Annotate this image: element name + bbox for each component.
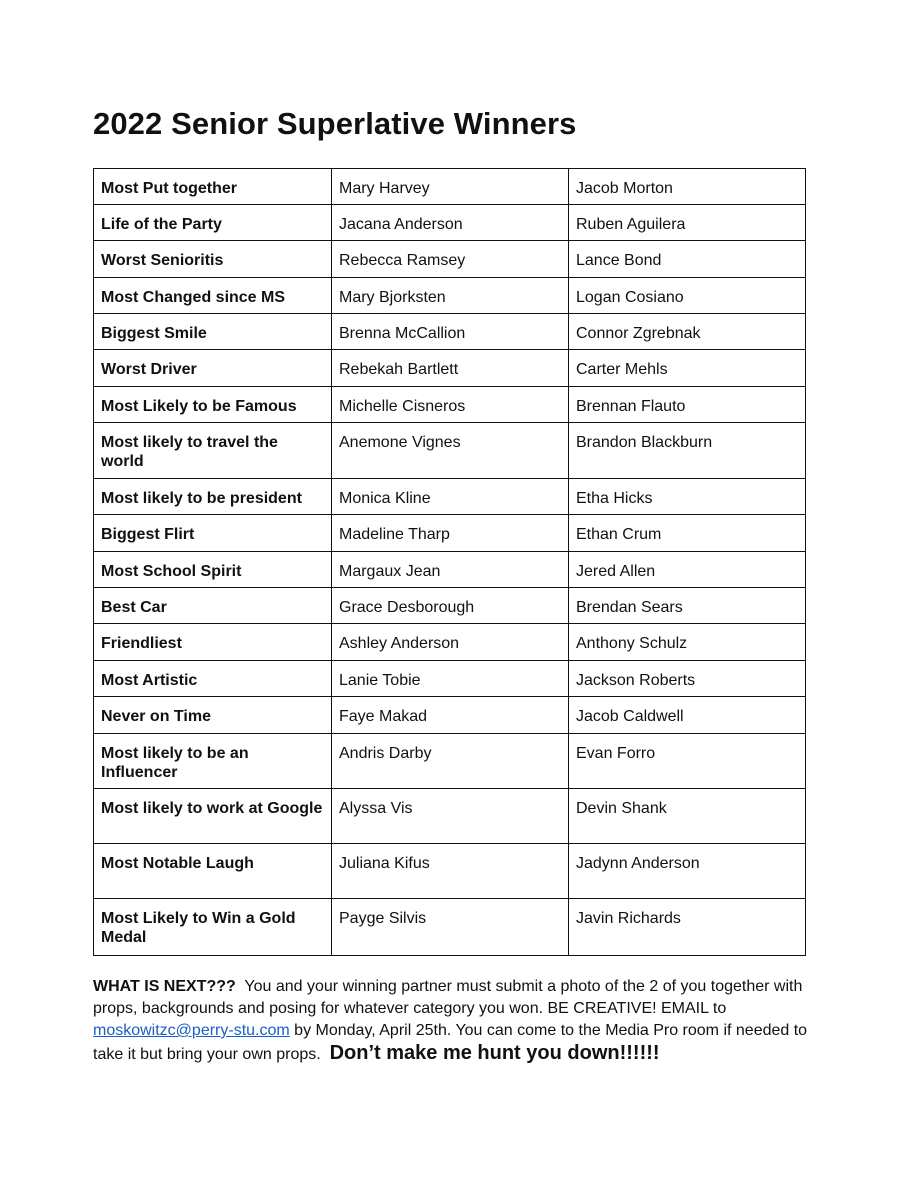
winner-2-cell: Logan Cosiano	[569, 278, 806, 314]
winner-1-cell: Jacana Anderson	[332, 205, 569, 241]
page-title: 2022 Senior Superlative Winners	[93, 106, 577, 141]
category-cell: Most Changed since MS	[94, 278, 332, 314]
table-row	[94, 899, 806, 956]
winner-1-cell: Juliana Kifus	[332, 844, 569, 899]
winner-1-cell: Brenna McCallion	[332, 314, 569, 350]
table-row	[94, 844, 806, 899]
winner-2-cell: Brennan Flauto	[569, 387, 806, 423]
winner-2-cell: Devin Shank	[569, 789, 806, 844]
instructions-body-2: by Monday, April 25th. You can come to the Media Pro room if needed to take it but bring your own props.	[93, 1022, 808, 1063]
category-cell: Most Likely to Win a Gold Medal	[94, 899, 332, 956]
winner-2-cell: Ethan Crum	[569, 515, 806, 552]
instructions-lead: WHAT IS NEXT???	[93, 978, 236, 995]
category-cell: Worst Driver	[94, 350, 332, 387]
winner-2-cell: Brendan Sears	[569, 588, 806, 624]
table-row	[94, 515, 806, 552]
category-cell: Most likely to be an Influencer	[94, 734, 332, 789]
winner-2-cell: Jacob Morton	[569, 169, 806, 205]
winner-2-cell: Anthony Schulz	[569, 624, 806, 661]
closing-remark: Don’t make me hunt you down!!!!!!	[329, 1042, 660, 1064]
winner-2-cell: Lance Bond	[569, 241, 806, 278]
table-row	[94, 169, 806, 205]
table-row	[94, 205, 806, 241]
table-row	[94, 552, 806, 588]
winner-1-cell: Alyssa Vis	[332, 789, 569, 844]
winner-2-cell: Carter Mehls	[569, 350, 806, 387]
table-row	[94, 697, 806, 734]
winner-1-cell: Rebecca Ramsey	[332, 241, 569, 278]
winner-1-cell: Michelle Cisneros	[332, 387, 569, 423]
winner-1-cell: Mary Harvey	[332, 169, 569, 205]
table-row	[94, 350, 806, 387]
winner-2-cell: Connor Zgrebnak	[569, 314, 806, 350]
category-cell: Most likely to be president	[94, 479, 332, 515]
category-cell: Friendliest	[94, 624, 332, 661]
category-cell: Most Likely to be Famous	[94, 387, 332, 423]
table-row	[94, 734, 806, 789]
winner-1-cell: Andris Darby	[332, 734, 569, 789]
category-cell: Most Notable Laugh	[94, 844, 332, 899]
table-row	[94, 314, 806, 350]
table-row	[94, 278, 806, 314]
category-cell: Worst Senioritis	[94, 241, 332, 278]
winner-2-cell: Javin Richards	[569, 899, 806, 956]
winner-1-cell: Faye Makad	[332, 697, 569, 734]
table-row	[94, 789, 806, 844]
winner-1-cell: Ashley Anderson	[332, 624, 569, 661]
winner-1-cell: Grace Desborough	[332, 588, 569, 624]
winner-2-cell: Etha Hicks	[569, 479, 806, 515]
table-row	[94, 387, 806, 423]
category-cell: Best Car	[94, 588, 332, 624]
category-cell: Life of the Party	[94, 205, 332, 241]
table-row	[94, 624, 806, 661]
table-row	[94, 423, 806, 479]
winner-1-cell: Mary Bjorksten	[332, 278, 569, 314]
category-cell: Most School Spirit	[94, 552, 332, 588]
category-cell: Biggest Smile	[94, 314, 332, 350]
winner-1-cell: Rebekah Bartlett	[332, 350, 569, 387]
category-cell: Most likely to work at Google	[94, 789, 332, 844]
winner-2-cell: Ruben Aguilera	[569, 205, 806, 241]
category-cell: Never on Time	[94, 697, 332, 734]
winner-2-cell: Jadynn Anderson	[569, 844, 806, 899]
winner-2-cell: Jackson Roberts	[569, 661, 806, 697]
category-cell: Biggest Flirt	[94, 515, 332, 552]
winner-2-cell: Jered Allen	[569, 552, 806, 588]
winners-table	[93, 168, 806, 956]
winner-1-cell: Lanie Tobie	[332, 661, 569, 697]
winner-1-cell: Madeline Tharp	[332, 515, 569, 552]
winner-2-cell: Evan Forro	[569, 734, 806, 789]
table-row	[94, 241, 806, 278]
winner-2-cell: Brandon Blackburn	[569, 423, 806, 479]
instructions-paragraph	[93, 976, 813, 1066]
category-cell: Most Artistic	[94, 661, 332, 697]
table-row	[94, 588, 806, 624]
email-link[interactable]: moskowitzc@perry-stu.com	[93, 1022, 290, 1039]
winner-1-cell: Monica Kline	[332, 479, 569, 515]
table-row	[94, 661, 806, 697]
winner-1-cell: Anemone Vignes	[332, 423, 569, 479]
winners-table-body	[94, 169, 806, 956]
category-cell: Most likely to travel the world	[94, 423, 332, 479]
instructions-body-1: You and your winning partner must submit a photo of the 2 of you together with props, backgrounds and posing for whatever category you won. BE CREATIVE! EMAIL to	[93, 978, 803, 1017]
winner-1-cell: Payge Silvis	[332, 899, 569, 956]
table-row	[94, 479, 806, 515]
winner-2-cell: Jacob Caldwell	[569, 697, 806, 734]
winner-1-cell: Margaux Jean	[332, 552, 569, 588]
category-cell: Most Put together	[94, 169, 332, 205]
